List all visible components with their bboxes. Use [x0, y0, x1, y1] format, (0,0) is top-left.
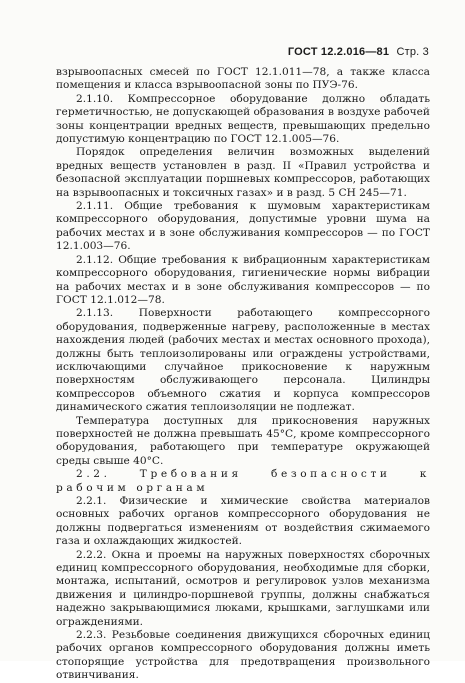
paragraph-procedure: Порядок определения величин возможных выделений вредных веществ установлен в разд. II «Правил устройства и безопасной эксплуатации поршневых компрессоров, работающих на взрывоопасных и токсичных газах» и в разд. 5 СН 245—71.	[56, 146, 430, 199]
running-header	[288, 46, 429, 58]
paragraph-temperature: Температура доступных для прикосновения наружных поверхностей не должна превышать 45°С, кроме компрессорного оборудования, работающего при температуре окружающей среды свыше 40°С.	[56, 414, 430, 467]
clause-2-1-12: 2.1.12. Общие требования к вибрационным характеристикам компрессорного оборудования, гигиенические нормы вибрации на рабочих местах и в зоне обслуживания компрессоров — по ГОСТ 12.1.012—78.	[56, 253, 430, 306]
clause-2-1-11: 2.1.11. Общие требования к шумовым характеристикам компрессорного оборудования, допустимые уровни шума на рабочих местах и в зоне обслуживания компрессоров — по ГОСТ 12.1.003—76.	[56, 200, 430, 253]
standard-number: ГОСТ 12.2.016—81	[287, 46, 390, 58]
clause-2-1-13: 2.1.13. Поверхности работающего компрессорного оборудования, подверженные нагреву, расположенные в местах нахождения людей (рабочих местах и местах основного прохода), должны быть теплоизолированы или ограждены устройствами, исключающими случайное прикосновение к наружным поверхностям обслуживающего персонала. Цилиндры компрессоров объемного сжатия и корпуса компрессоров динамического сжатия теплоизоляции не подлежат.	[56, 307, 430, 414]
clause-2-2-2: 2.2.2. Окна и проемы на наружных поверхностях сборочных единиц компрессорного оборудования, необходимые для сборки, монтажа, испытаний, осмотров и регулировок узлов механизма движения и цилиндро-поршневой группы, должны снабжаться надежно закрывающимися люками, крышками, заглушками или ограждениями.	[56, 548, 430, 628]
page-label: Стр.	[396, 46, 420, 58]
paragraph-continuation: взрывоопасных смесей по ГОСТ 12.1.011—78, а также класса помещения и класса взрывоопасной зоны по ПУЭ-76.	[56, 66, 430, 92]
clause-2-1-10: 2.1.10. Компрессорное оборудование должно обладать герметичностью, не допускающей образования в воздухе рабочей зоны концентрации вредных веществ, превышающих предельно допустимую концентрацию по ГОСТ 12.1.005—76.	[56, 92, 430, 146]
clause-2-2-1: 2.2.1. Физические и химические свойства материалов основных рабочих органов компрессорного оборудования не должны подвергаться изменениям от воздействия сжимаемого газа и охлаждающих жидкостей.	[56, 495, 430, 548]
section-heading-2-2: 2.2. Требования безопасности к рабочим органам	[56, 468, 430, 494]
clause-2-2-3: 2.2.3. Резьбовые соединения движущихся сборочных единиц рабочих органов компрессорного оборудования должны иметь стопорящие устройства для предотвращения произвольного отвинчивания.	[56, 629, 430, 682]
body-text	[56, 66, 430, 683]
page-number: 3	[422, 46, 429, 58]
